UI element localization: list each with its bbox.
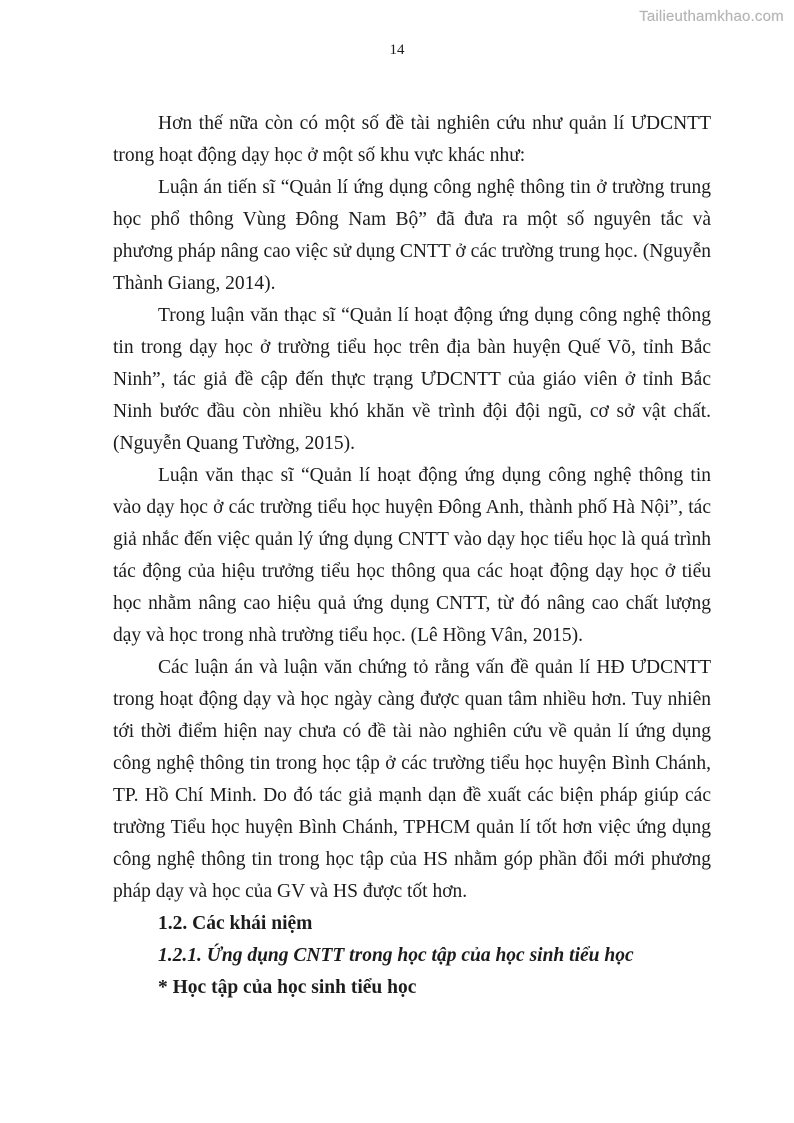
paragraph-thesis-giang: Luận án tiến sĩ “Quản lí ứng dụng công nghệ thông tin ở trường trung học phổ thông Vùng Đông Nam Bộ” đã đưa ra một số nguyên tắc và phương pháp nâng cao việc sử dụng CNTT ở các trường trung học. (Nguyễn Thành Giang, 2014). <box>113 177 711 294</box>
paragraph-thesis-tuong: Trong luận văn thạc sĩ “Quản lí hoạt động ứng dụng công nghệ thông tin trong dạy học ở trường tiểu học trên địa bàn huyện Quế Võ, tỉnh Bắc Ninh”, tác giả đề cập đến thực trạng ƯDCNTT của giáo viên ở tỉnh Bắc Ninh bước đầu còn nhiều khó khăn về trình đội đội ngũ, cơ sở vật chất. (Nguyễn Quang Tường, 2015). <box>113 305 711 454</box>
subsection-heading: 1.2.1. Ứng dụng CNTT trong học tập của học sinh tiểu học <box>158 945 634 966</box>
document-body <box>113 108 711 1004</box>
paragraph-conclusion: Các luận án và luận văn chứng tỏ rằng vấn đề quản lí HĐ ƯDCNTT trong hoạt động dạy và học ngày càng được quan tâm nhiều hơn. Tuy nhiên tới thời điểm hiện nay chưa có đề tài nào nghiên cứu về quản lí ứng dụng công nghệ thông tin trong học tập ở các trường tiểu học huyện Bình Chánh, TP. Hồ Chí Minh. Do đó tác giả mạnh dạn đề xuất các biện pháp giúp các trường Tiểu học huyện Bình Chánh, TPHCM quản lí tốt hơn việc ứng dụng công nghệ thông tin trong học tập của HS nhằm góp phần đổi mới phương pháp dạy và học của GV và HS được tốt hơn. <box>113 657 711 902</box>
paragraph-thesis-van: Luận văn thạc sĩ “Quản lí hoạt động ứng dụng công nghệ thông tin vào dạy học ở các trường tiểu học huyện Đông Anh, thành phố Hà Nội”, tác giả nhắc đến việc quản lý ứng dụng CNTT vào dạy học tiểu học là quá trình tác động của hiệu trưởng tiểu học thông qua các hoạt động dạy học ở tiểu học nhằm nâng cao hiệu quả ứng dụng CNTT, từ đó nâng cao chất lượng dạy và học trong nhà trường tiểu học. (Lê Hồng Vân, 2015). <box>113 465 711 646</box>
site-watermark: Tailieuthamkhao.com <box>639 8 784 25</box>
sub-item-heading: * Học tập của học sinh tiểu học <box>158 977 417 998</box>
section-heading: 1.2. Các khái niệm <box>158 913 313 934</box>
paragraph-intro: Hơn thế nữa còn có một số đề tài nghiên cứu như quản lí ƯDCNTT trong hoạt động dạy học ở một số khu vực khác như: <box>113 113 711 166</box>
page-number: 14 <box>389 42 405 58</box>
